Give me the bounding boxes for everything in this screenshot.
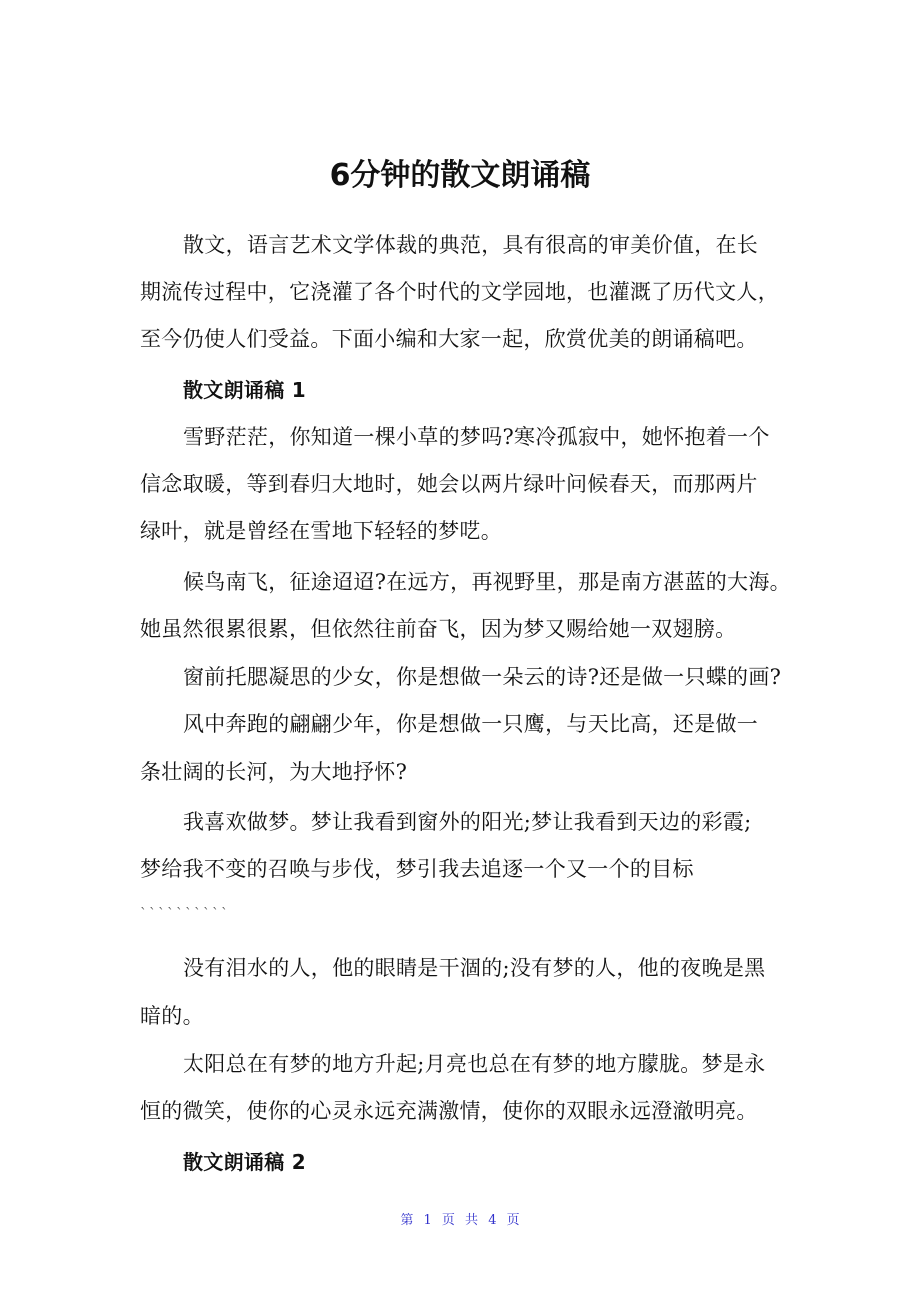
paragraph-line: 散文，语言艺术文学体裁的典范，具有很高的审美价值，在长 xyxy=(183,233,759,257)
paragraph-line: 太阳总在有梦的地方升起;月亮也总在有梦的地方朦胧。梦是永 xyxy=(183,1052,766,1076)
section-heading: 散文朗诵稿 2 xyxy=(183,1150,306,1174)
paragraph-line: 暗的。 xyxy=(140,1004,204,1028)
paragraph-line: 恒的微笑，使你的心灵永远充满激情，使你的双眼永远澄澈明亮。 xyxy=(140,1099,758,1123)
page-title: 6分钟的散文朗诵稿 xyxy=(329,158,591,193)
paragraph-line: 风中奔跑的翩翩少年，你是想做一只鹰，与天比高，还是做一 xyxy=(183,712,759,736)
paragraph-line: 绿叶，就是曾经在雪地下轻轻的梦呓。 xyxy=(140,519,503,543)
paragraph-line: 梦给我不变的召唤与步伐，梦引我去追逐一个又一个的目标 xyxy=(140,857,694,881)
paragraph-line: `````````` xyxy=(140,906,230,922)
paragraph-line: 信念取暖，等到春归大地时，她会以两片绿叶问候春天，而那两片 xyxy=(140,472,758,496)
paragraph-line: 她虽然很累很累，但依然往前奋飞，因为梦又赐给她一双翅膀。 xyxy=(140,617,737,641)
paragraph-line: 窗前托腮凝思的少女，你是想做一朵云的诗?还是做一只蝶的画? xyxy=(183,665,782,689)
paragraph-line: 条壮阔的长河，为大地抒怀? xyxy=(140,760,408,784)
paragraph-line: 雪野茫茫，你知道一棵小草的梦吗?寒冷孤寂中，她怀抱着一个 xyxy=(183,425,770,449)
section-heading: 散文朗诵稿 1 xyxy=(183,378,306,402)
paragraph-line: 我喜欢做梦。梦让我看到窗外的阳光;梦让我看到天边的彩霞; xyxy=(183,810,752,834)
paragraph-line: 没有泪水的人，他的眼睛是干涸的;没有梦的人，他的夜晚是黑 xyxy=(183,956,766,980)
paragraph-line: 候鸟南飞，征途迢迢?在远方，再视野里，那是南方湛蓝的大海。 xyxy=(183,570,791,594)
page-footer: 第 1 页 共 4 页 xyxy=(400,1213,520,1228)
paragraph-line: 至今仍使人们受益。下面小编和大家一起，欣赏优美的朗诵稿吧。 xyxy=(140,327,758,351)
paragraph-line: 期流传过程中，它浇灌了各个时代的文学园地，也灌溉了历代文人， xyxy=(140,280,779,304)
